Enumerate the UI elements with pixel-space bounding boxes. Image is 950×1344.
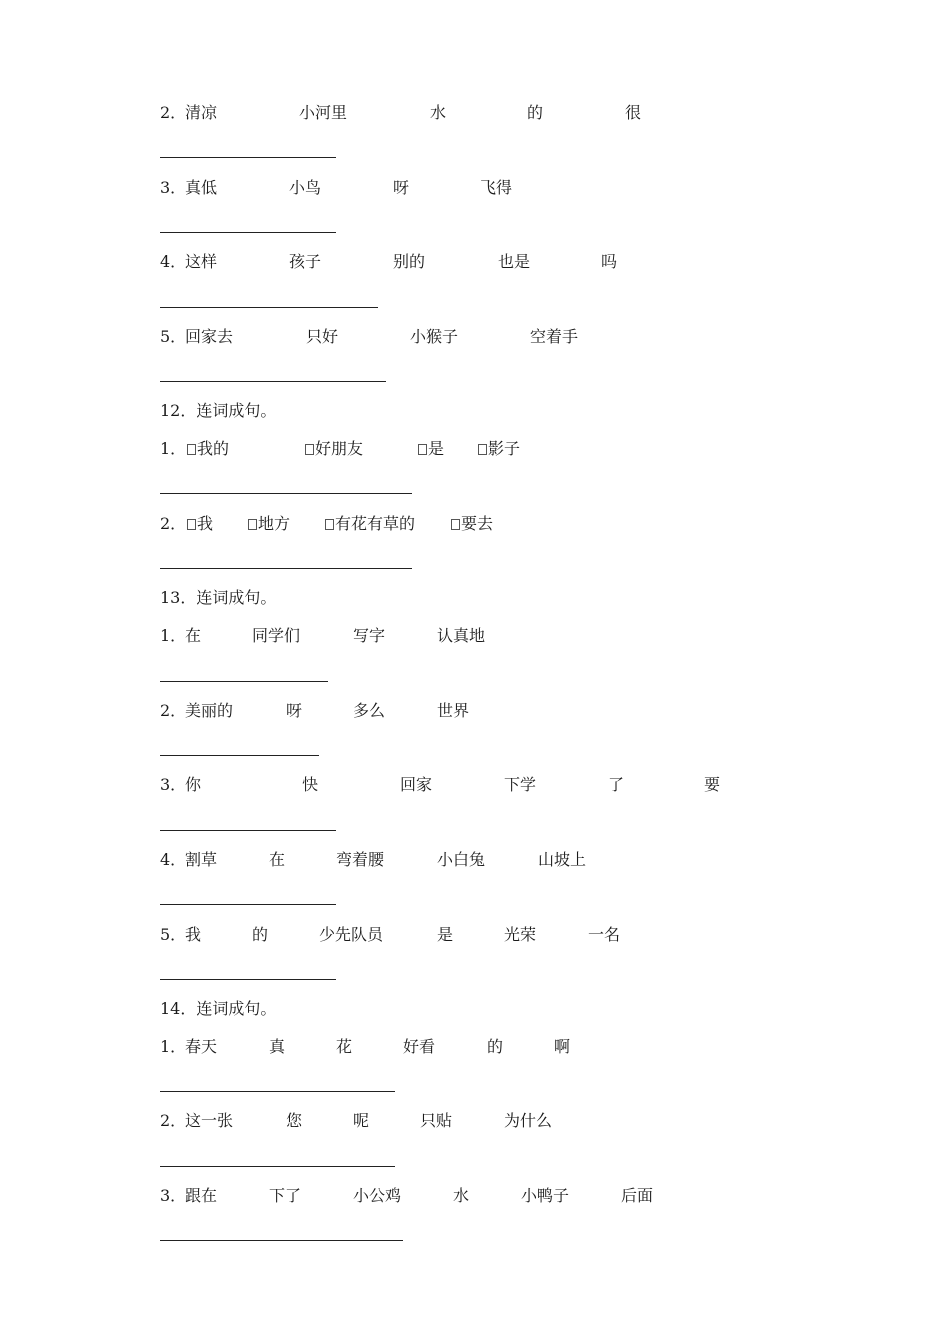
answer-line[interactable] [160,755,319,756]
answer-line[interactable] [160,681,328,682]
word-text: 只好 [306,327,339,346]
word-text: 您 [286,1111,303,1130]
word-text: 为什么 [504,1111,553,1130]
answer-line[interactable] [160,904,336,905]
word-chip [286,1110,302,1132]
word-text: 小猴子 [410,327,459,346]
word-chip [185,700,233,722]
word-chip [437,625,485,647]
word-text: 的 [527,103,544,122]
question-row [160,700,800,722]
word-chip [185,102,217,124]
question-number: 1． [160,626,187,645]
word-chip [185,1185,217,1207]
word-chip [451,513,493,535]
checkbox-icon [248,519,257,530]
question-row [160,326,800,348]
word-chip [704,774,720,796]
word-text: 很 [625,103,642,122]
word-text: 呀 [393,178,410,197]
word-chip [393,251,425,273]
word-text: 你 [185,775,202,794]
word-chip [185,177,217,199]
word-text: 下了 [269,1186,302,1205]
word-text: 下学 [504,775,537,794]
question-row [160,438,800,460]
checkbox-icon [187,444,196,455]
word-text: 我 [197,514,214,533]
word-text: 也是 [498,252,531,271]
word-text: 这一张 [185,1111,234,1130]
word-chip [420,1110,452,1132]
word-text: 同学们 [252,626,301,645]
word-chip [353,1185,401,1207]
answer-line[interactable] [160,157,336,158]
word-chip [393,177,409,199]
word-text: 要去 [461,514,494,533]
question-row [160,774,800,796]
word-chip [538,849,586,871]
question-number: 2． [160,1111,187,1130]
word-chip [437,849,485,871]
word-chip [185,625,201,647]
question-number: 4． [160,850,187,869]
word-text: 回家 [400,775,433,794]
question-number: 1． [160,1037,187,1056]
word-chip [527,102,543,124]
word-text: 好朋友 [315,439,364,458]
word-text: 空着手 [530,327,579,346]
word-chip [306,326,338,348]
word-text: 吗 [601,252,618,271]
question-number: 4． [160,252,187,271]
word-text: 我 [185,925,202,944]
word-text: 弯着腰 [336,850,385,869]
question-number: 5． [160,925,187,944]
word-chip [185,326,233,348]
word-chip [336,1036,352,1058]
word-chip [480,177,512,199]
word-chip [418,438,444,460]
word-text: 在 [269,850,286,869]
word-chip [248,513,290,535]
word-text: 的 [252,925,269,944]
question-row [160,1185,800,1207]
checkbox-icon [451,519,460,530]
question-row [160,849,800,871]
word-text: 别的 [393,252,426,271]
word-chip [530,326,578,348]
word-text: 多么 [353,701,386,720]
answer-line[interactable] [160,979,336,980]
question-number: 2． [160,701,187,720]
question-row [160,625,800,647]
answer-line[interactable] [160,232,336,233]
word-text: 小公鸡 [353,1186,402,1205]
word-chip [299,102,347,124]
word-text: 小白兔 [437,850,486,869]
word-text: 后面 [621,1186,654,1205]
word-chip [302,774,318,796]
word-text: 水 [430,103,447,122]
word-text: 啊 [554,1037,571,1056]
word-chip [289,251,321,273]
word-chip [252,924,268,946]
question-row [160,513,800,535]
word-text: 要 [704,775,721,794]
checkbox-icon [478,444,487,455]
word-chip [185,849,217,871]
word-chip [336,849,384,871]
word-text: 有花有草的 [335,514,416,533]
word-text: 写字 [353,626,386,645]
word-text: 割草 [185,850,218,869]
word-chip [353,1110,369,1132]
question-number: 2． [160,514,187,533]
word-text: 了 [608,775,625,794]
word-chip [504,924,536,946]
checkbox-icon [418,444,427,455]
answer-line[interactable] [160,307,378,308]
question-row [160,177,800,199]
word-chip [498,251,530,273]
word-chip [504,774,536,796]
word-text: 在 [185,626,202,645]
word-chip [187,513,213,535]
checkbox-icon [187,519,196,530]
word-text: 的 [487,1037,504,1056]
section-heading: 14．连词成句。 [160,999,277,1018]
word-chip [185,251,217,273]
word-chip [252,625,300,647]
word-text: 清凉 [185,103,218,122]
word-chip [353,625,385,647]
word-chip [185,774,201,796]
word-chip [554,1036,570,1058]
question-number: 3． [160,178,187,197]
word-text: 美丽的 [185,701,234,720]
word-chip [453,1185,469,1207]
word-chip [601,251,617,273]
word-chip [487,1036,503,1058]
word-chip [325,513,415,535]
checkbox-icon [325,519,334,530]
word-text: 世界 [437,701,470,720]
word-chip [185,1036,217,1058]
word-chip [437,924,453,946]
word-text: 小鸟 [289,178,322,197]
word-text: 山坡上 [538,850,587,869]
word-text: 水 [453,1186,470,1205]
word-text: 只贴 [420,1111,453,1130]
answer-line[interactable] [160,381,386,382]
question-number: 5． [160,327,187,346]
word-text: 小河里 [299,103,348,122]
word-chip [478,438,520,460]
word-text: 快 [302,775,319,794]
answer-line[interactable] [160,568,412,569]
word-chip [286,700,302,722]
word-chip [269,1036,285,1058]
answer-line[interactable] [160,1240,403,1241]
word-text: 一名 [588,925,621,944]
word-chip [269,1185,301,1207]
word-text: 呀 [286,701,303,720]
answer-line[interactable] [160,1166,395,1167]
question-row [160,924,800,946]
answer-line[interactable] [160,493,412,494]
word-text: 是 [437,925,454,944]
question-row [160,1110,800,1132]
word-text: 这样 [185,252,218,271]
word-chip [410,326,458,348]
checkbox-icon [305,444,314,455]
word-chip [608,774,624,796]
word-chip [185,924,201,946]
word-chip [625,102,641,124]
word-text: 真 [269,1037,286,1056]
question-number: 3． [160,775,187,794]
question-row [160,1036,800,1058]
word-text: 是 [428,439,445,458]
question-row [160,102,800,124]
word-chip [187,438,229,460]
word-text: 少先队员 [319,925,384,944]
word-text: 影子 [488,439,521,458]
word-text: 我的 [197,439,230,458]
word-chip [400,774,432,796]
word-text: 回家去 [185,327,234,346]
word-text: 飞得 [480,178,513,197]
word-text: 小鸭子 [521,1186,570,1205]
word-chip [504,1110,552,1132]
section-heading: 13．连词成句。 [160,588,277,607]
word-chip [403,1036,435,1058]
question-number: 2． [160,103,187,122]
word-chip [588,924,620,946]
question-number: 1． [160,439,187,458]
answer-line[interactable] [160,830,336,831]
word-text: 跟在 [185,1186,218,1205]
word-chip [289,177,321,199]
word-chip [521,1185,569,1207]
answer-line[interactable] [160,1091,395,1092]
section-heading: 12．连词成句。 [160,401,277,420]
question-row [160,251,800,273]
word-text: 好看 [403,1037,436,1056]
word-chip [621,1185,653,1207]
word-text: 孩子 [289,252,322,271]
word-text: 地方 [258,514,291,533]
word-text: 呢 [353,1111,370,1130]
word-chip [305,438,363,460]
word-text: 春天 [185,1037,218,1056]
word-text: 真低 [185,178,218,197]
word-chip [353,700,385,722]
word-chip [269,849,285,871]
word-text: 光荣 [504,925,537,944]
word-chip [430,102,446,124]
word-chip [437,700,469,722]
word-text: 认真地 [437,626,486,645]
word-chip [185,1110,233,1132]
word-chip [319,924,383,946]
word-text: 花 [336,1037,353,1056]
question-number: 3． [160,1186,187,1205]
